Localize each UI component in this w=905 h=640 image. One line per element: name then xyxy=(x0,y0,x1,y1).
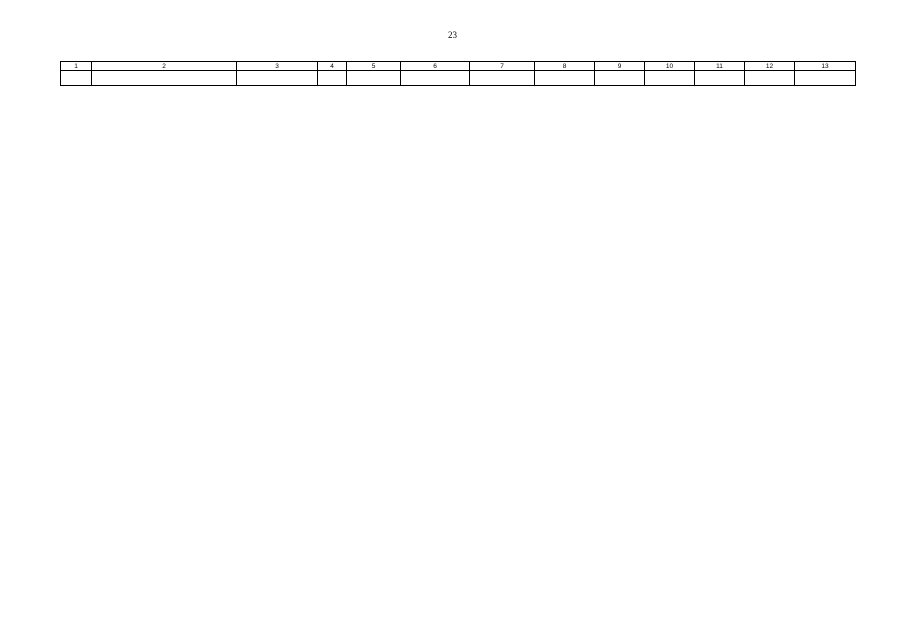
column-number: 10 xyxy=(645,62,695,71)
column-number: 13 xyxy=(795,62,856,71)
column-number-row xyxy=(61,62,856,71)
column-number: 1 xyxy=(61,62,92,71)
column-number: 7 xyxy=(470,62,535,71)
column-number: 9 xyxy=(595,62,645,71)
column-number: 2 xyxy=(92,62,237,71)
column-number: 6 xyxy=(401,62,470,71)
column-number: 11 xyxy=(695,62,745,71)
column-number: 5 xyxy=(347,62,401,71)
table-row xyxy=(61,71,856,86)
column-number: 8 xyxy=(535,62,595,71)
column-number: 12 xyxy=(745,62,795,71)
budget-table xyxy=(60,61,856,86)
column-number: 3 xyxy=(237,62,318,71)
column-number: 4 xyxy=(318,62,347,71)
page-number: 23 xyxy=(448,30,457,40)
